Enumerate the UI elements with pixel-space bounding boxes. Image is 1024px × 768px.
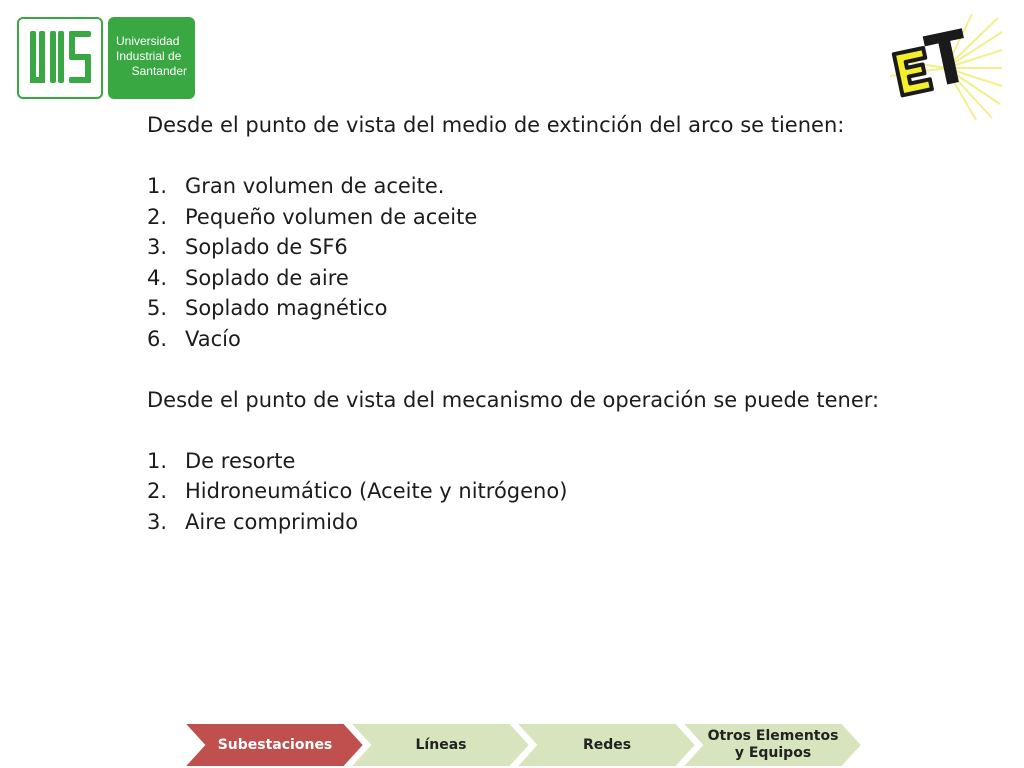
uis-name-line-2: Industrial de xyxy=(116,49,182,63)
list-item-number: 1. xyxy=(147,174,168,198)
list-extinction-media xyxy=(147,171,927,354)
list-item-text: Pequeño volumen de aceite xyxy=(185,204,478,229)
uis-name-line-1: Universidad xyxy=(116,34,180,48)
slide-content xyxy=(147,110,927,537)
list-item xyxy=(147,507,927,538)
list-item-number: 6. xyxy=(147,326,168,351)
list-item-text: Soplado de SF6 xyxy=(185,235,348,259)
list-item-text: Aire comprimido xyxy=(185,509,359,534)
list-item-text: Vacío xyxy=(185,326,241,351)
nav-tab-otros-line-2: y Equipos xyxy=(734,745,812,761)
bottom-nav xyxy=(184,722,864,768)
uis-logo xyxy=(17,17,197,99)
list-operating-mechanism xyxy=(147,446,927,538)
list-item-number: 1. xyxy=(147,448,168,473)
nav-tab-lineas[interactable]: Líneas xyxy=(415,736,467,753)
list-item xyxy=(147,171,927,202)
uis-name-line-3: Santander xyxy=(131,64,187,78)
intro-extinction: Desde el punto de vista del medio de extinción del arco se tienen: xyxy=(147,113,845,137)
uis-monogram-icon xyxy=(28,27,94,91)
list-item-number: 4. xyxy=(147,265,168,290)
list-item xyxy=(147,293,927,324)
list-item-number: 3. xyxy=(147,235,168,259)
list-item xyxy=(147,476,927,507)
nav-tab-redes[interactable]: Redes xyxy=(582,736,632,753)
list-item xyxy=(147,263,927,294)
list-item-text: Soplado de aire xyxy=(185,265,349,290)
list-item-text: Hidroneumático (Aceite y nitrógeno) xyxy=(185,479,568,503)
nav-tab-subestaciones[interactable]: Subestaciones xyxy=(217,736,333,753)
list-item xyxy=(147,232,927,263)
uis-logo-mark xyxy=(17,17,103,99)
list-item-text: Gran volumen de aceite. xyxy=(185,174,445,198)
list-item xyxy=(147,202,927,233)
intro-mechanism: Desde el punto de vista del mecanismo de operación se puede tener: xyxy=(147,387,880,412)
uis-logo-name xyxy=(108,17,195,99)
list-item xyxy=(147,324,927,355)
list-item-text: De resorte xyxy=(185,448,296,473)
list-item xyxy=(147,446,927,477)
et-logo-icon xyxy=(876,10,1004,122)
list-item-number: 2. xyxy=(147,479,168,503)
list-item-text: Soplado magnético xyxy=(185,296,388,320)
et-logo xyxy=(876,10,1004,122)
list-item-number: 3. xyxy=(147,509,168,534)
list-item-number: 5. xyxy=(147,296,168,320)
nav-tab-otros-elementos[interactable] xyxy=(700,722,846,768)
nav-tab-otros-line-1: Otros Elementos xyxy=(707,728,839,744)
list-item-number: 2. xyxy=(147,204,168,229)
